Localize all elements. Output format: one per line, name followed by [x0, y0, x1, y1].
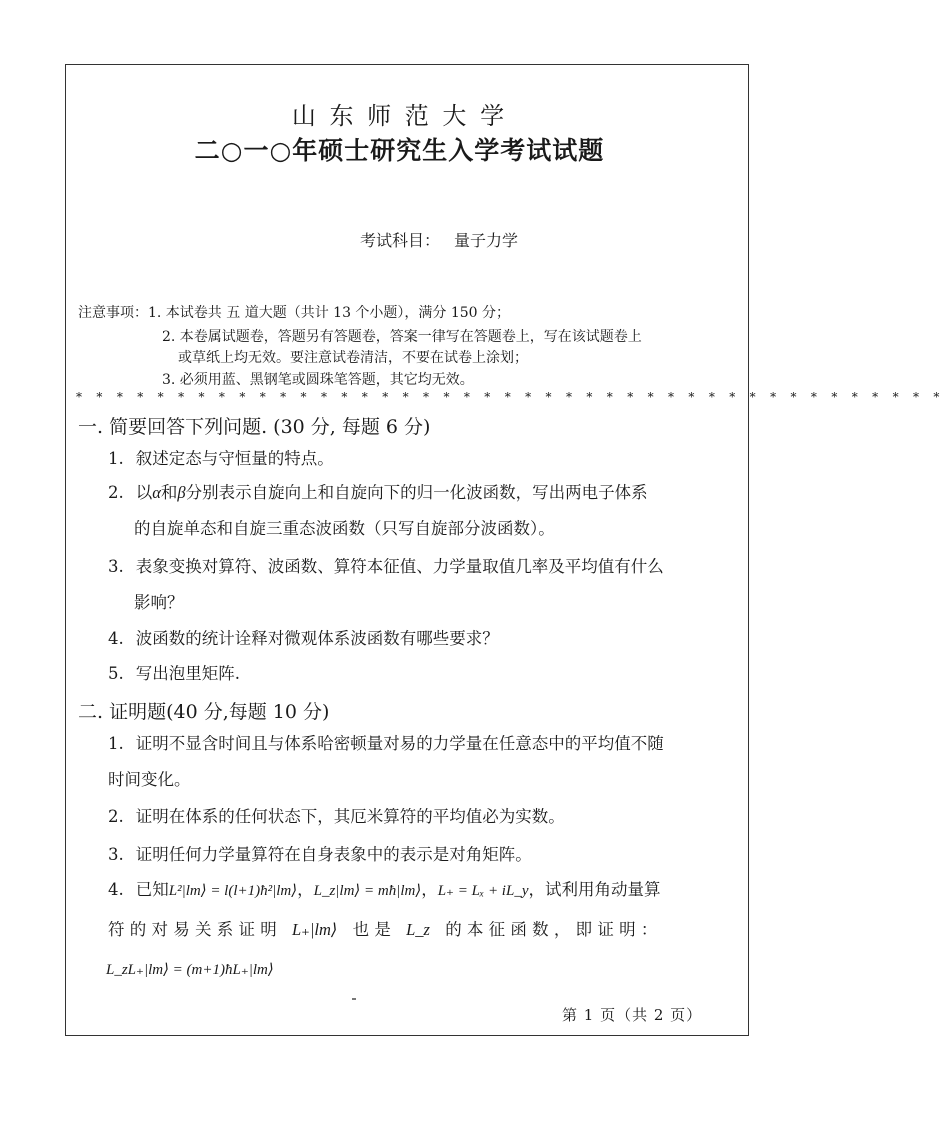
s1-question-2: [108, 479, 648, 503]
s1-question-3-line2: 影响？: [134, 593, 184, 612]
q-text: 叙述定态与守恒量的特点。: [135, 449, 334, 468]
s1-question-5: [108, 660, 240, 684]
s1-question-3: [108, 553, 664, 577]
eq-l-plus-ket: L₊|lm⟩: [291, 920, 338, 939]
beta-symbol: β: [177, 483, 186, 502]
eq-sep: ，: [421, 880, 438, 899]
section-2-title: 二. 证明题(40 分,每题 10 分): [78, 701, 330, 723]
page-number: 第 1 页（共 2 页）: [562, 1006, 703, 1024]
q-text: 表象变换对算符、波函数、算符本征值、力学量取值几率及平均值有什么: [135, 557, 664, 576]
eq-l-squared: L²|lm⟩ = l(l+1)ħ²|lm⟩: [168, 883, 298, 899]
notice-item-2-cont: 或草纸上均无效。要注意试卷清洁，不要在试卷上涂划；: [178, 350, 528, 366]
s2-question-4-line2: [108, 916, 657, 940]
q-text-c: 分别表示自旋向上和自旋向下的归一化波函数，写出两电子体系: [185, 483, 648, 502]
q-num: 2.: [108, 483, 124, 502]
q-num: 4.: [108, 629, 124, 648]
notice-item-2: 2. 本卷属试题卷，答题另有答题卷，答案一律写在答题卷上，写在该试题卷上: [162, 329, 642, 345]
eq-commutator-result: L_zL₊|lm⟩ = (m+1)ħL₊|lm⟩: [106, 962, 274, 978]
s1-question-4: [108, 625, 499, 649]
q-num: 5.: [108, 664, 124, 683]
q-text: 写出泡里矩阵.: [135, 664, 240, 683]
q-tail: ，试利用角动量算: [528, 880, 661, 899]
notice-item-1: 1. 本试卷共 五 道大题（共计 13 个小题），满分 150 分；: [148, 305, 511, 321]
star-divider: * * * * * * * * * * * * * * * * * * * * * * * * * * * * * * * * * * * * * * * * * * *: [76, 390, 945, 404]
s2-question-3: [108, 841, 532, 865]
q-text: 证明在体系的任何状态下，其厄米算符的平均值必为实数。: [135, 807, 565, 826]
section-1-title: 一. 简要回答下列问题. (30 分, 每题 6 分): [78, 416, 431, 438]
q-num: 2.: [108, 807, 124, 826]
q-num: 3.: [108, 557, 124, 576]
q-text-a: 符 的 对 易 关 系 证 明: [108, 920, 277, 939]
q-text: 证明任何力学量算符在自身表象中的表示是对角矩阵。: [135, 845, 532, 864]
q-num: 1.: [108, 449, 124, 468]
eq-sep: ，: [297, 880, 314, 899]
s1-question-1: [108, 445, 334, 469]
s2-question-4: [108, 876, 660, 900]
q-text: 波函数的统计诠释对微观体系波函数有哪些要求？: [135, 629, 499, 648]
subject-value: 量子力学: [454, 231, 519, 250]
exam-subject: [360, 228, 518, 251]
q-text-b: 和: [160, 483, 178, 502]
eq-lz-symbol: L_z: [406, 920, 430, 939]
eq-l-plus: L₊ = Lₓ + iL_y: [437, 883, 529, 899]
q-text-a: 以: [135, 483, 153, 502]
alpha-symbol: α: [152, 483, 161, 502]
q-num: 4.: [108, 880, 124, 899]
s2-question-1: [108, 730, 664, 754]
s2-question-2: [108, 803, 565, 827]
exam-title: 二○一○年硕士研究生入学考试试题: [194, 136, 605, 165]
school-name: 山 东 师 范 大 学: [291, 102, 508, 130]
q-text-c: 的 本 征 函 数 ， 即 证 明 ：: [445, 920, 658, 939]
notice-label: 注意事项：: [78, 305, 148, 321]
s1-question-2-line2: 的自旋单态和自旋三重态波函数（只写自旋部分波函数）。: [134, 519, 555, 538]
eq-lz: L_z|lm⟩ = mħ|lm⟩: [313, 883, 422, 899]
q-known: 已知: [135, 880, 169, 899]
q-num: 3.: [108, 845, 124, 864]
q-num: 1.: [108, 734, 124, 753]
subject-label: 考试科目：: [360, 231, 441, 250]
q-text-b: 也 是: [352, 920, 391, 939]
stray-mark: [352, 998, 356, 1000]
s2-question-4-equation: [106, 959, 274, 979]
notice-item-3: 3. 必须用蓝、黑钢笔或圆珠笔答题，其它均无效。: [162, 372, 474, 388]
q-text: 证明不显含时间且与体系哈密顿量对易的力学量在任意态中的平均值不随: [135, 734, 664, 753]
s2-question-1-line2: 时间变化。: [108, 770, 191, 789]
